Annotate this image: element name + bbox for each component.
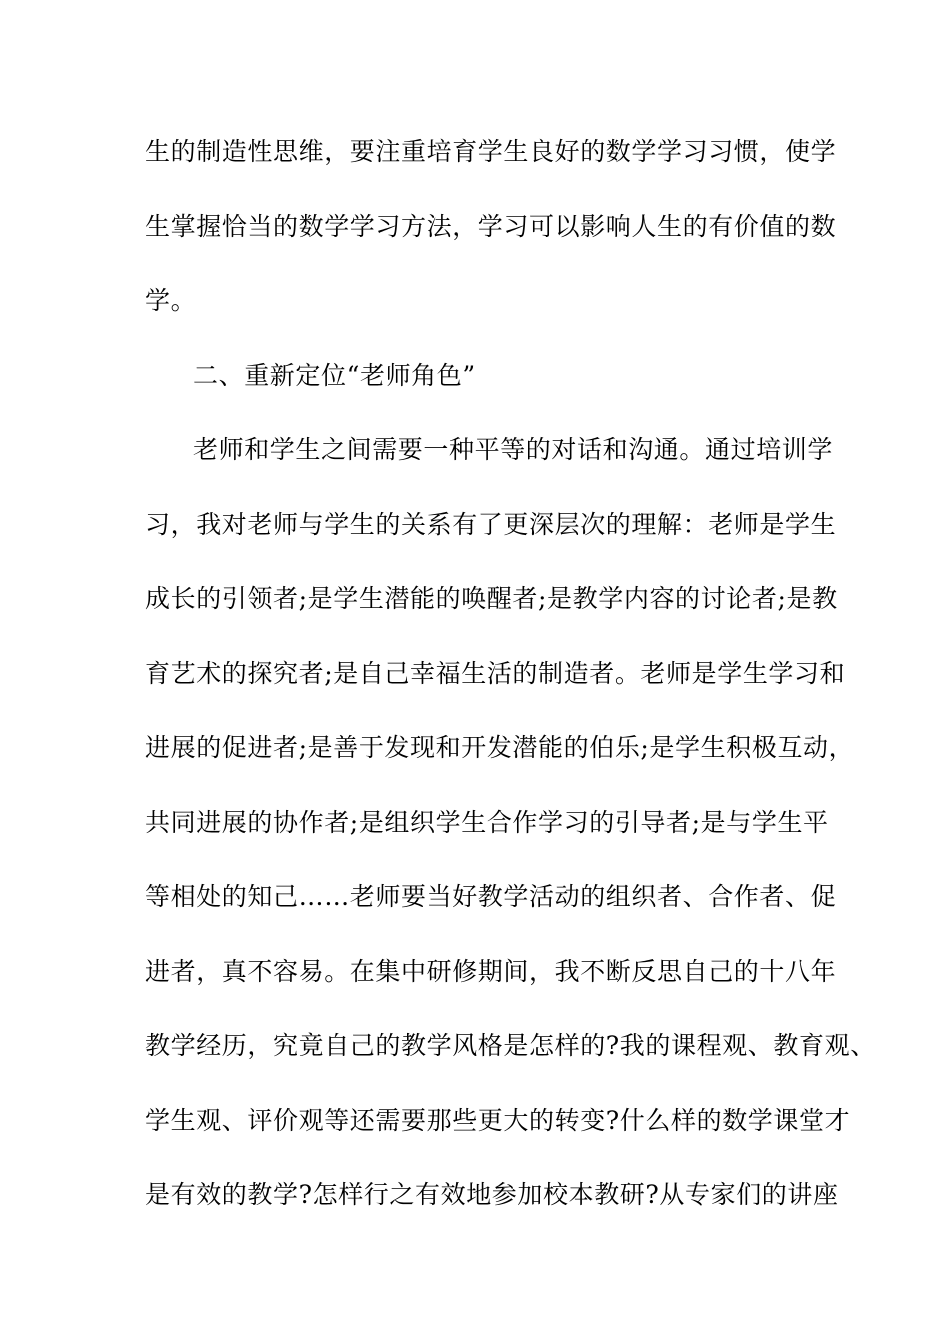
paragraph-line-7: 成长的引领者;是学生潜能的唤醒者;是教学内容的讨论者;是教 bbox=[145, 584, 838, 613]
paragraph-line-8: 育艺术的探究者;是自己幸福生活的制造者。老师是学生学习和 bbox=[145, 659, 846, 688]
paragraph-line-9: 进展的促进者;是善于发现和开发潜能的伯乐;是学生积极互动， bbox=[145, 733, 855, 762]
paragraph-line-14: 学生观、评价观等还需要那些更大的转变?什么样的数学课堂才 bbox=[145, 1106, 851, 1135]
paragraph-line-5: 老师和学生之间需要一种平等的对话和沟通。通过培训学 bbox=[193, 435, 834, 464]
paragraph-line-12: 进者，真不容易。在集中研修期间，我不断反思自己的十八年 bbox=[145, 957, 837, 986]
paragraph-line-15: 是有效的教学?怎样行之有效地参加校本教研?从专家们的讲座 bbox=[145, 1180, 839, 1209]
paragraph-line-3: 学。 bbox=[145, 286, 197, 315]
paragraph-line-10: 共同进展的协作者;是组织学生合作学习的引导者;是与学生平 bbox=[145, 808, 829, 837]
section-heading: 二、重新定位“老师角色” bbox=[193, 361, 476, 390]
paragraph-line-6: 习，我对老师与学生的关系有了更深层次的理解：老师是学生 bbox=[145, 510, 837, 539]
paragraph-line-13: 教学经历，究竟自己的教学风格是怎样的?我的课程观、教育观、 bbox=[145, 1031, 876, 1060]
paragraph-line-11: 等相处的知己……老师要当好教学活动的组织者、合作者、促 bbox=[145, 882, 837, 911]
paragraph-line-1: 生的制造性思维，要注重培育学生良好的数学学习习惯，使学 bbox=[145, 137, 837, 166]
paragraph-line-2: 生掌握恰当的数学学习方法，学习可以影响人生的有价值的数 bbox=[145, 212, 837, 241]
